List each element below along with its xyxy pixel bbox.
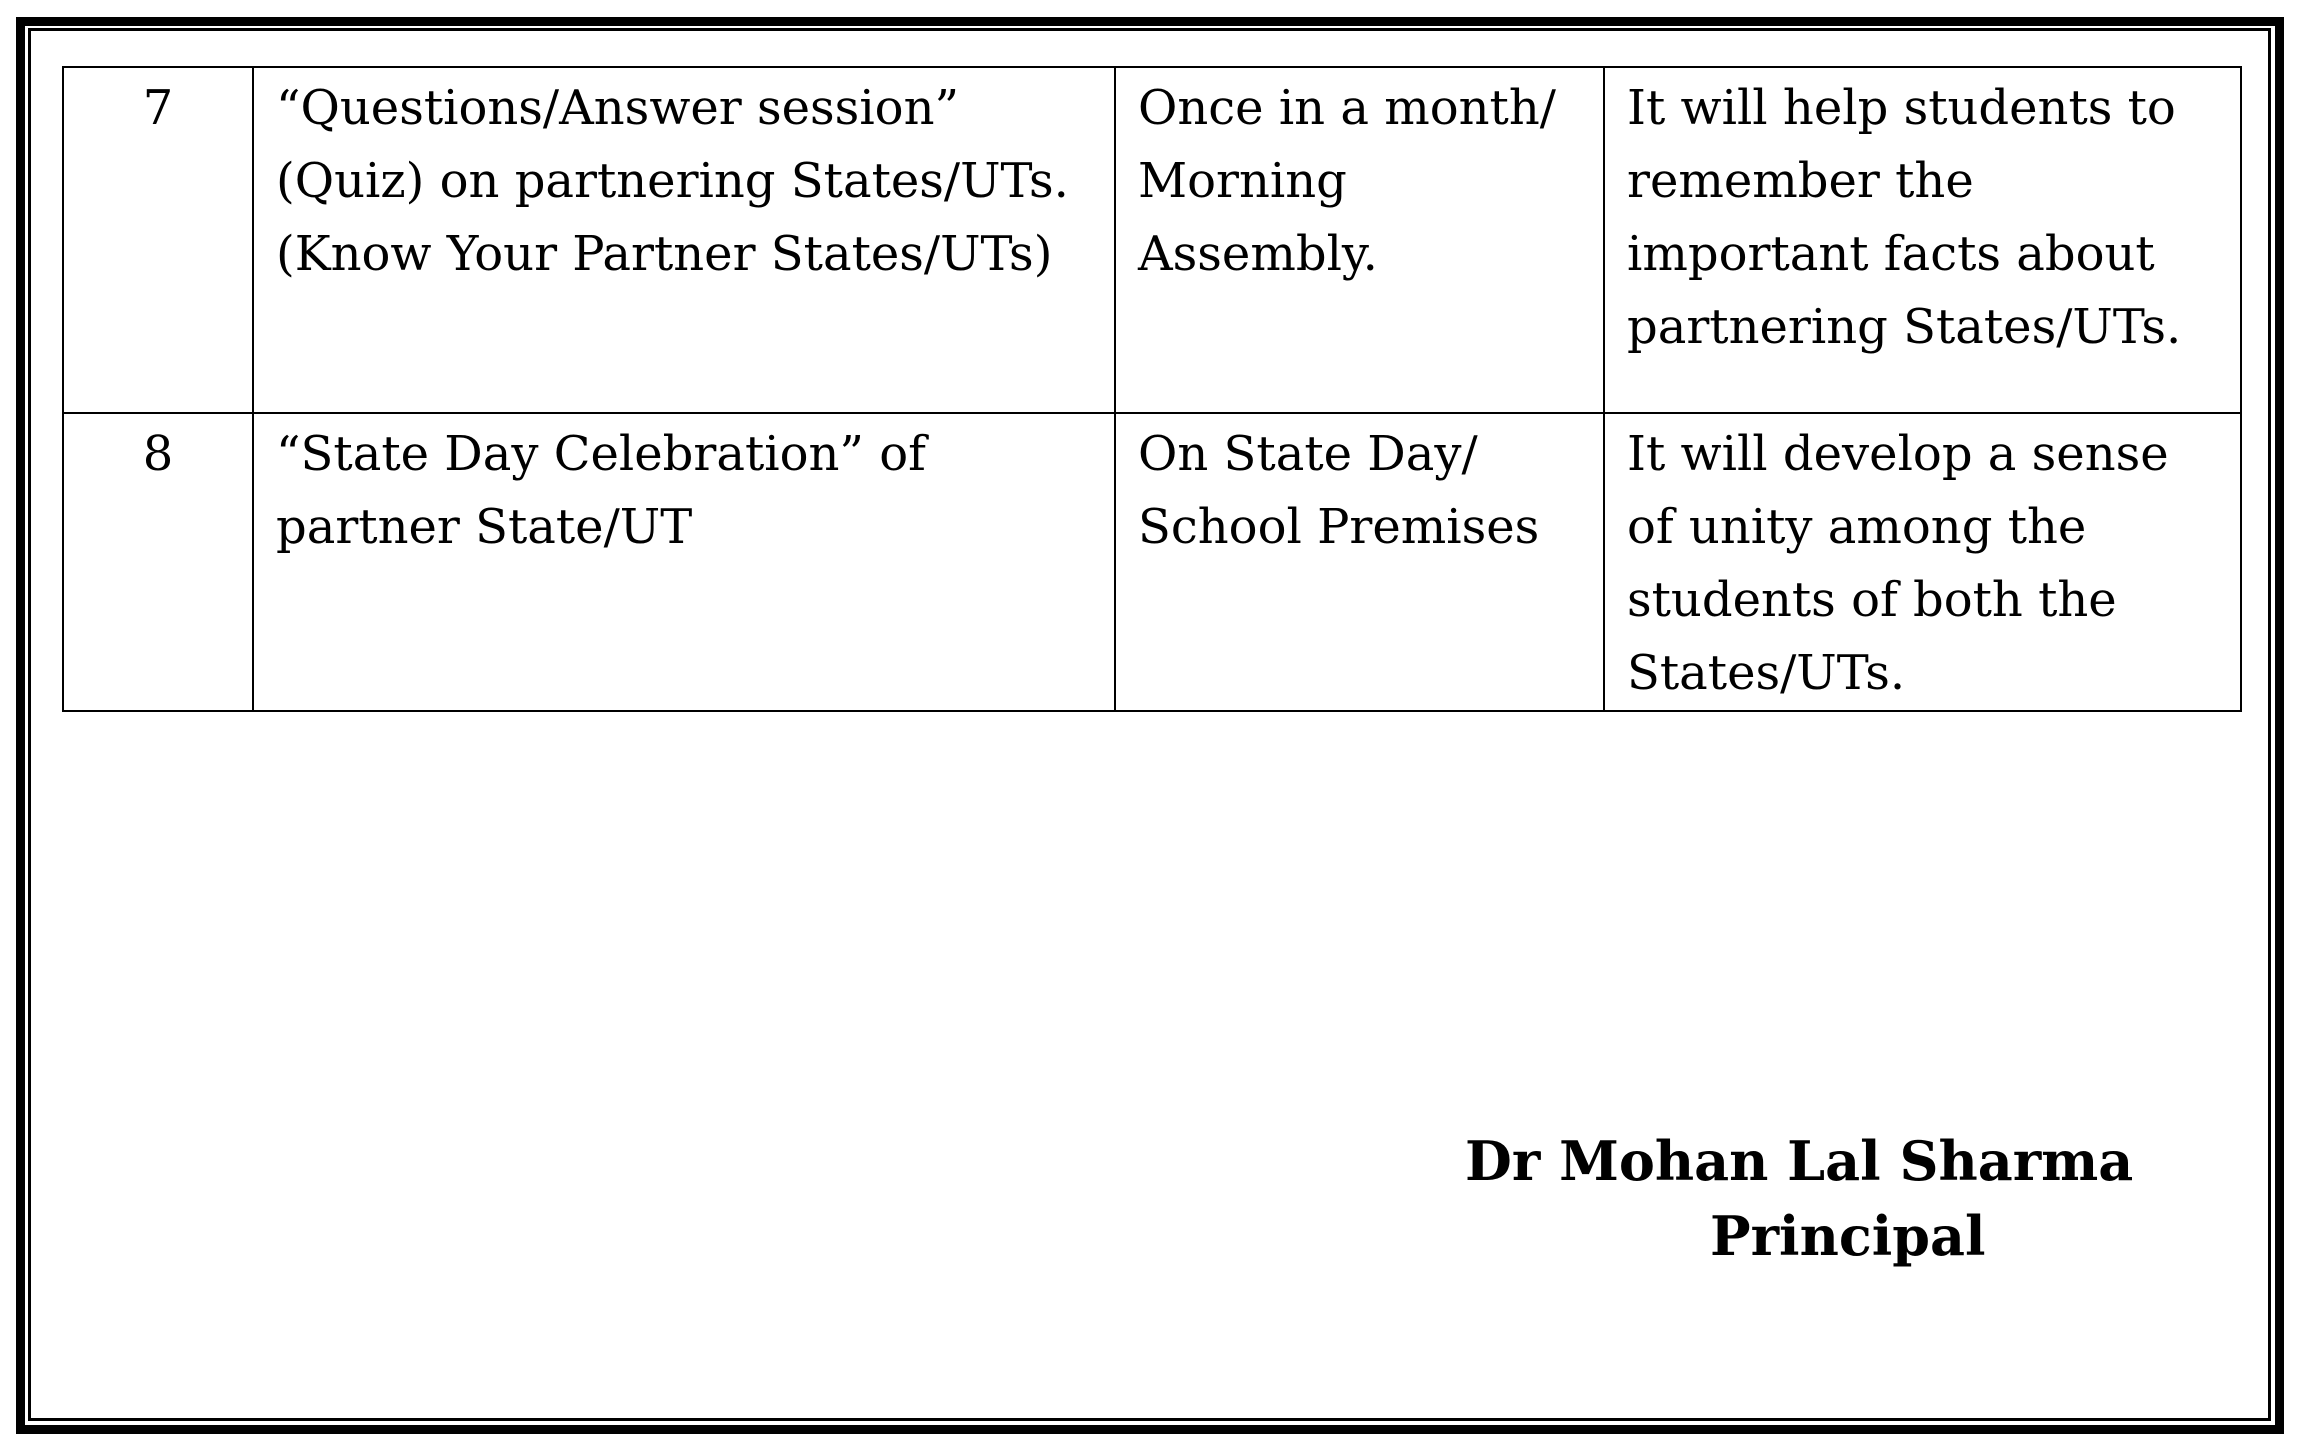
activity-cell: “State Day Celebration” of partner State/UT: [253, 413, 1115, 711]
activities-table: [62, 66, 2242, 712]
outcome-cell: It will develop a sense of unity among the students of both the States/UTs.: [1604, 413, 2241, 711]
signatory-name: Dr Mohan Lal Sharma: [1465, 1129, 2134, 1193]
row-number-cell: 7: [63, 67, 253, 413]
outcome-cell: It will help students to remember the important facts about partnering States/UTs.: [1604, 67, 2241, 413]
table-row: [63, 413, 2241, 711]
signature-block: [1380, 1124, 2270, 1274]
signatory-title: Principal: [1710, 1204, 1986, 1268]
frequency-cell: On State Day/ School Premises: [1115, 413, 1604, 711]
frequency-cell: Once in a month/ Morning Assembly.: [1115, 67, 1604, 413]
table-row: [63, 67, 2241, 413]
activity-cell: “Questions/Answer session” (Quiz) on partnering States/UTs. (Know Your Partner States/UTs): [253, 67, 1115, 413]
row-number-cell: 8: [63, 413, 253, 711]
